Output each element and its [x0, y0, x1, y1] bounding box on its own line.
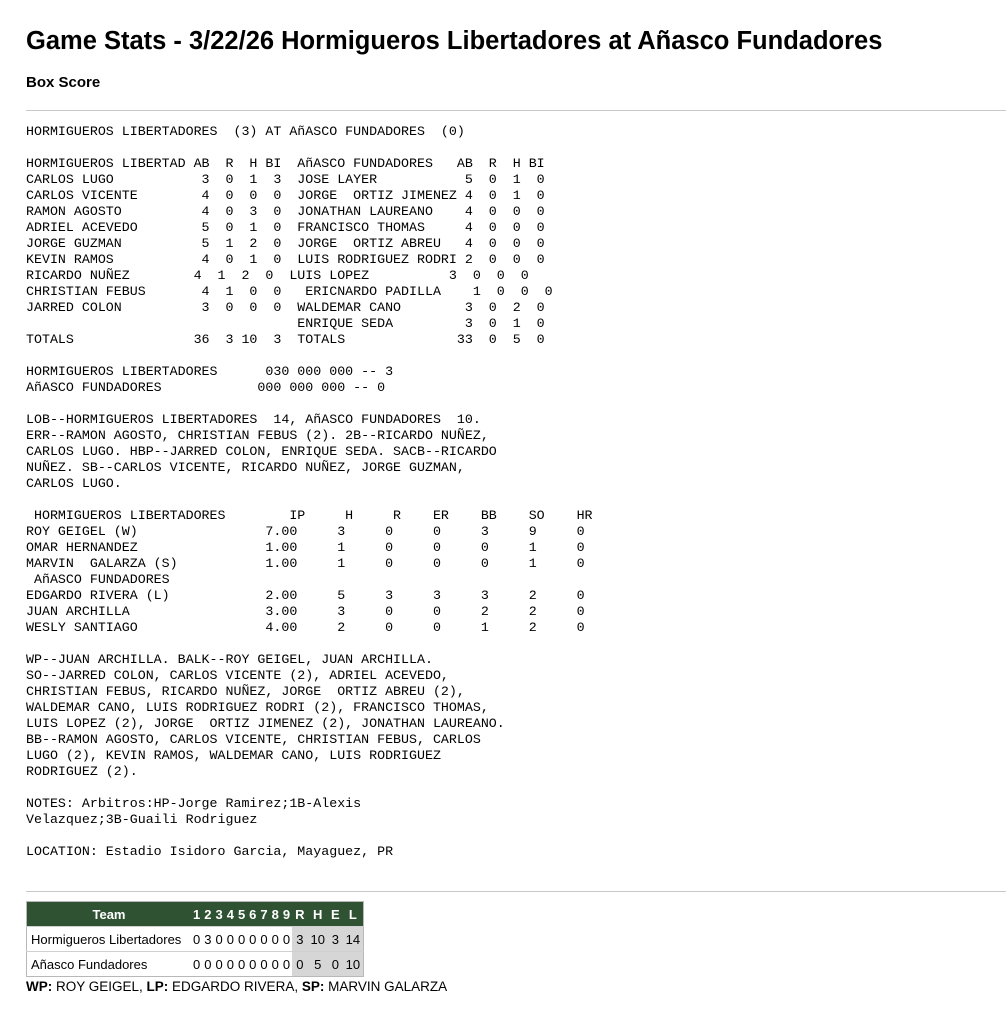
- inning-cell: 0: [191, 952, 202, 977]
- header-inning-4: 4: [225, 902, 236, 927]
- header-runs: R: [292, 902, 307, 927]
- header-inning-6: 6: [247, 902, 258, 927]
- header-errors: E: [328, 902, 343, 927]
- linescore-header-row: [27, 902, 364, 927]
- inning-cell: 3: [202, 927, 213, 952]
- header-team: Team: [27, 902, 192, 927]
- page-title: Game Stats - 3/22/26 Hormigueros Libertadores at Añasco Fundadores: [26, 27, 883, 55]
- inning-cell: 0: [270, 952, 281, 977]
- sp-label: SP:: [301, 979, 325, 994]
- header-inning-3: 3: [213, 902, 224, 927]
- header-lob: L: [343, 902, 364, 927]
- bottom-divider: [26, 891, 1006, 892]
- header-inning-9: 9: [281, 902, 292, 927]
- wp-label: WP:: [26, 979, 53, 994]
- inning-cell: 0: [258, 952, 269, 977]
- save-pitcher: MARVIN GALARZA: [324, 979, 448, 994]
- box-score-text: HORMIGUEROS LIBERTADORES (3) AT AñASCO FUNDADORES (0) HORMIGUEROS LIBERTAD AB R H BI AñASCO FUNDADORES AB R H BI CARLOS LUGO 3 0 1 3 JOSE LAYER 5 0 1 0 CARLOS VICENTE 4 0 0 0 JORGE ORTIZ JIMENEZ 4 0 1 0 RAMON AGOSTO 4 0 3 0 JONATHAN LAUREANO 4 0 0 0 ADRIEL ACEVEDO 5 0 1 0 FRANCISCO THOMAS 4 0 0 0 JORGE GUZMAN 5 1 2 0 JORGE ORTIZ ABREU 4 0 0 0 KEVIN RAMOS 4 0 1 0 LUIS RODRIGUEZ RODRI 2 0 0 0 RICARDO NUÑEZ 4 1 2 0 LUIS LOPEZ 3 0 0 0 CHRISTIAN FEBUS 4 1 0 0 ERICNARDO PADILLA 1 0 0 0 JARRED COLON 3 0 0 0 WALDEMAR CANO 3 0 2 0 ENRIQUE SEDA 3 0 1 0 TOTALS 36 3 10 3 TOTALS 33 0 5 0 HORMIGUEROS LIBERTADORES 030 000 000 -- 3 AñASCO FUNDADORES 000 000 000 -- 0 LOB--HORMIGUEROS LIBERTADORES 14, AñASCO FUNDADORES 10. ERR--RAMON AGOSTO, CHRISTIAN FEBUS (2). 2B--RICARDO NUÑEZ, CARLOS LUGO. HBP--JARRED COLON, ENRIQUE SEDA. SACB--RICARDO NUÑEZ. SB--CARLOS VICENTE, RICARDO NUÑEZ, JORGE GUZMAN, CARLOS LUGO. HORMIGUEROS LIBERTADORES IP H R ER BB SO HR ROY GEIGEL (W) 7.00 3 0 0 3 9 0 OMAR HERNANDEZ 1.00 1 0 0 0 1 0 MARVIN GALARZA (S) 1.00 1 0 0 0 1 0 AñASCO FUNDADORES EDGARDO RIVERA (L) 2.00 5 3 3 3 2 0 JUAN ARCHILLA 3.00 3 0 0 2 2 0 WESLY SANTIAGO 4.00 2 0 0 1 2 0 WP--JUAN ARCHILLA. BALK--ROY GEIGEL, JUAN ARCHILLA. SO--JARRED COLON, CARLOS VICENTE (2), ADRIEL ACEVEDO, CHRISTIAN FEBUS, RICARDO NUÑEZ, JORGE ORTIZ ABREU (2), WALDEMAR CANO, LUIS RODRIGUEZ RODRI (2), FRANCISCO THOMAS, LUIS LOPEZ (2), JORGE ORTIZ JIMENEZ (2), JONATHAN LAUREANO. BB--RAMON AGOSTO, CARLOS VICENTE, CHRISTIAN FEBUS, CARLOS LUGO (2), KEVIN RAMOS, WALDEMAR CANO, LUIS RODRIGUEZ RODRIGUEZ (2). NOTES: Arbitros:HP-Jorge Ramirez;1B-Alexis Velazquez;3B-Guaili Rodriguez LOCATION: Estadio Isidoro Garcia, Mayaguez, PR: [26, 124, 593, 859]
- runs-cell: 0: [292, 952, 307, 977]
- header-inning-8: 8: [270, 902, 281, 927]
- errors-cell: 0: [328, 952, 343, 977]
- hits-cell: 5: [308, 952, 328, 977]
- inning-cell: 0: [281, 952, 292, 977]
- header-inning-1: 1: [191, 902, 202, 927]
- inning-cell: 0: [247, 952, 258, 977]
- inning-cell: 0: [191, 927, 202, 952]
- inning-cell: 0: [213, 927, 224, 952]
- errors-cell: 3: [328, 927, 343, 952]
- inning-cell: 0: [202, 952, 213, 977]
- inning-cell: 0: [247, 927, 258, 952]
- inning-cell: 0: [270, 927, 281, 952]
- inning-cell: 0: [213, 952, 224, 977]
- header-hits: H: [308, 902, 328, 927]
- box-score-heading: Box Score: [26, 74, 101, 91]
- linescore-table: [26, 901, 364, 977]
- header-inning-7: 7: [258, 902, 269, 927]
- pitcher-decisions: [26, 978, 447, 996]
- top-divider: [26, 110, 1006, 111]
- team-name-cell: Añasco Fundadores: [27, 952, 192, 977]
- header-inning-5: 5: [236, 902, 247, 927]
- team-name-cell: Hormigueros Libertadores: [27, 927, 192, 952]
- table-row: [27, 952, 364, 977]
- inning-cell: 0: [236, 927, 247, 952]
- header-inning-2: 2: [202, 902, 213, 927]
- inning-cell: 0: [258, 927, 269, 952]
- lob-cell: 10: [343, 952, 364, 977]
- inning-cell: 0: [225, 952, 236, 977]
- inning-cell: 0: [281, 927, 292, 952]
- lob-cell: 14: [343, 927, 364, 952]
- winning-pitcher: ROY GEIGEL,: [52, 979, 147, 994]
- lp-label: LP:: [146, 979, 169, 994]
- inning-cell: 0: [236, 952, 247, 977]
- inning-cell: 0: [225, 927, 236, 952]
- hits-cell: 10: [308, 927, 328, 952]
- losing-pitcher: EDGARDO RIVERA,: [168, 979, 302, 994]
- runs-cell: 3: [292, 927, 307, 952]
- table-row: [27, 927, 364, 952]
